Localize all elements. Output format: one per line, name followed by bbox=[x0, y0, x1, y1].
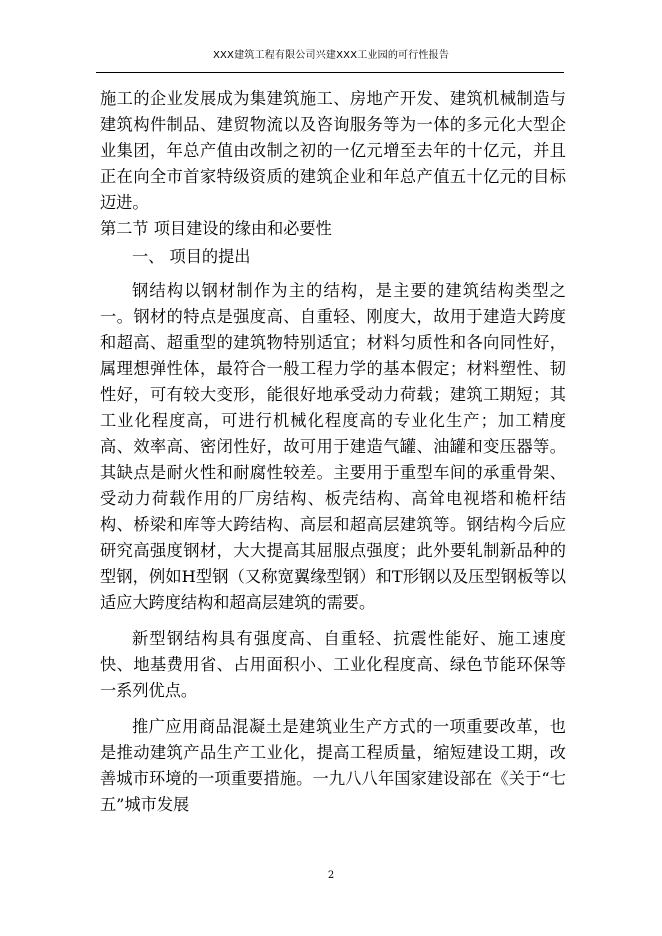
page-number: 2 bbox=[327, 870, 335, 881]
section-title: 第二节 项目建设的缘由和必要性 bbox=[100, 219, 332, 238]
subsection-title: 一、 项目的提出 bbox=[132, 247, 251, 266]
paragraph-steel-structure: 钢结构以钢材制作为主的结构，是主要的建筑结构类型之一。钢材的特点是强度高、自重轻、刚度大，故用于建造大跨度和超高、超重型的建筑物特别适宜；材料匀质性和各向同性好，属理想弹性体，最符合一般工程力学的基本假定；材料塑性、韧性好，可有较大变形，能很好地承受动力荷载；建筑工期短；其工业化程度高，可进行机械化程度高的专业化生产；加工精度高、效率高、密闭性好，故可用于建造气罐、油罐和变压器等。其缺点是耐火性和耐腐性较差。主要用于重型车间的承重骨架、受动力荷载作用的厂房结构、板壳结构、高耸电视塔和桅杆结构、桥梁和库等大跨结构、高层和超高层建筑等。钢结构今后应研究高强度钢材，大大提高其屈服点强度；此外要轧制新品种的型钢，例如H型钢（又称宽翼缘型钢）和T形钢以及压型钢板等以适应大跨度结构和超高层建筑的需要。 bbox=[100, 281, 566, 612]
paragraph-commercial-concrete: 推广应用商品混凝土是建筑业生产方式的一项重要改革，也是推动建筑产品生产工业化，提高工程质量，缩短建设工期，改善城市环境的一项重要措施。一九八八年国家建设部在《关于“七五”城市发展 bbox=[100, 717, 566, 814]
paragraph-new-steel-structure: 新型钢结构具有强度高、自重轻、抗震性能好、施工速度快、地基费用省、占用面积小、工业化程度高、绿色节能环保等一系列优点。 bbox=[100, 629, 566, 700]
header-rule bbox=[96, 72, 564, 73]
paragraph-continued: 施工的企业发展成为集建筑施工、房地产开发、建筑机械制造与建筑构件制品、建贸物流以及咨询服务等为一体的多元化大型企业集团，年总产值由改制之初的一亿元增至去年的十亿元，并且正在向全市首家特级资质的建筑企业和年总产值五十亿元的目标迈进。 bbox=[100, 89, 566, 212]
running-header: XXX建筑工程有限公司兴建XXX工业园的可行性报告 bbox=[212, 50, 450, 61]
document-body bbox=[100, 86, 566, 818]
